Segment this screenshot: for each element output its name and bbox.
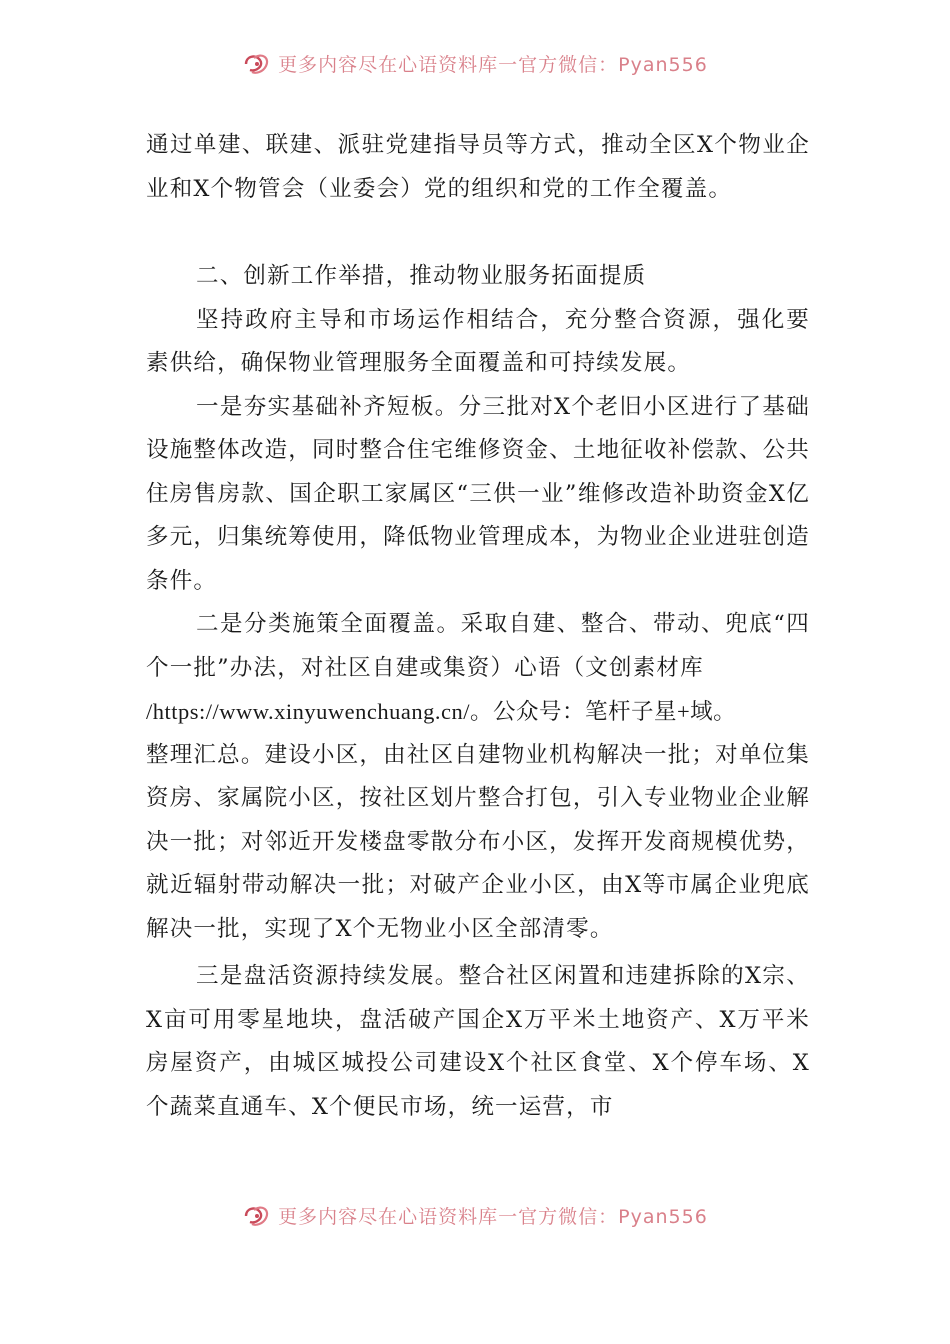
paragraph: 坚持政府主导和市场运作相结合，充分整合资源，强化要素供给，确保物业管理服务全面覆盖和可持续发展。 <box>146 306 810 376</box>
paragraph-url-line: /https://www.xinyuwenchuang.cn/。公众号：笔杆子星+域。 <box>146 699 737 724</box>
section-heading: 二、创新工作举措，推动物业服务拓面提质 <box>196 263 647 289</box>
paragraph-spacer <box>146 211 810 255</box>
brand-logo-icon <box>242 1202 272 1228</box>
watermark-text: 更多内容尽在心语资料库一官方微信：Pyan556 <box>278 53 708 76</box>
paragraph: 二是分类施策全面覆盖。采取自建、整合、带动、兜底“四个一批”办法，对社区自建或集资）心语（文创素材库 <box>146 611 810 681</box>
paragraph: 三是盘活资源持续发展。整合社区闲置和违建拆除的X宗、X亩可用零星地块，盘活破产国企X万平米土地资产、X万平米房屋资产，由城区城投公司建设X个社区食堂、X个停车场、X个蔬菜直通车、X个便民市场，统一运营，市 <box>146 963 810 1120</box>
header-watermark <box>0 50 950 90</box>
paragraph: 通过单建、联建、派驻党建指导员等方式，推动全区X个物业企业和X个物管会（业委会）党的组织和党的工作全覆盖。 <box>146 132 810 202</box>
watermark-text: 更多内容尽在心语资料库一官方微信：Pyan556 <box>278 1205 708 1228</box>
document-body <box>146 124 810 1129</box>
paragraph: 一是夯实基础补齐短板。分三批对X个老旧小区进行了基础设施整体改造，同时整合住宅维修资金、土地征收补偿款、公共住房售房款、国企职工家属区“三供一业”维修改造补助资金X亿多元，归集统筹使用，降低物业管理成本，为物业企业进驻创造条件。 <box>146 393 810 594</box>
paragraph: 整理汇总。建设小区，由社区自建物业机构解决一批；对单位集资房、家属院小区，按社区划片整合打包，引入专业物业企业解决一批；对邻近开发楼盘零散分布小区，发挥开发商规模优势，就近辐射带动解决一批；对破产企业小区，由X等市属企业兜底解决一批，实现了X个无物业小区全部清零。 <box>146 741 810 942</box>
brand-logo-icon <box>242 50 272 76</box>
footer-watermark <box>0 1202 950 1242</box>
